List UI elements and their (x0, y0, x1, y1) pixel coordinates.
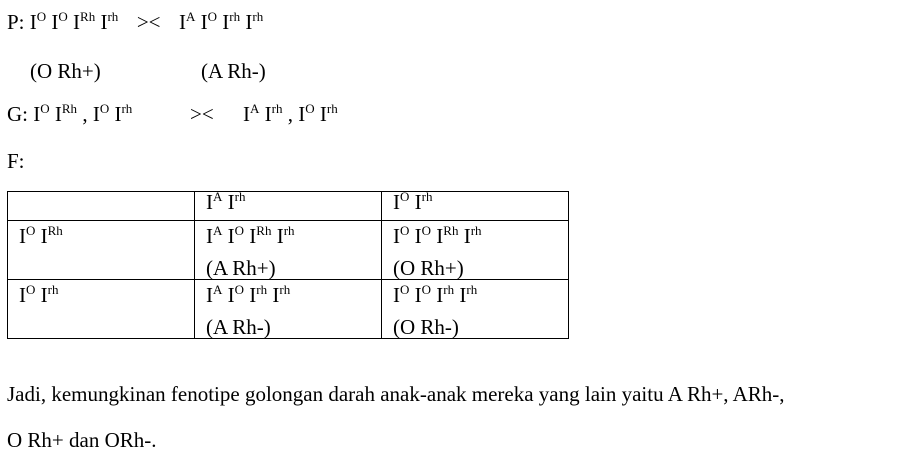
allele-superscript: Rh (443, 223, 459, 238)
parents-prefix: P: (7, 10, 25, 34)
allele-base: I (245, 10, 253, 34)
allele-base: I (276, 224, 284, 248)
allele-superscript: rh (326, 101, 338, 116)
table-row (8, 280, 569, 339)
allele-base: I (222, 10, 230, 34)
allele-superscript: rh (252, 9, 264, 24)
conclusion-line-2: O Rh+ dan ORh-. (7, 428, 157, 452)
allele-superscript: Rh (61, 101, 78, 116)
offspring-cell-1-1 (195, 221, 382, 280)
offspring-label: F: (7, 149, 25, 173)
allele-superscript: rh (466, 282, 478, 297)
female-phenotype: (O Rh+) (30, 59, 101, 83)
allele-superscript: A (250, 101, 260, 116)
offspring-genotype (393, 223, 568, 248)
allele-base: I (54, 102, 62, 126)
table-header-row (8, 192, 569, 221)
allele-base: I (436, 283, 444, 307)
allele-superscript: rh (470, 223, 482, 238)
allele-superscript: O (234, 282, 245, 297)
gamete (33, 102, 77, 126)
row-header-2 (8, 280, 195, 339)
offspring-phenotype: (A Rh+) (206, 256, 276, 280)
allele-base: I (414, 224, 422, 248)
allele-base: I (249, 283, 257, 307)
allele-superscript: Rh (80, 9, 96, 24)
allele-superscript: rh (443, 282, 455, 297)
allele-base: I (227, 190, 235, 214)
male-gametes (243, 102, 338, 126)
allele-superscript: rh (107, 9, 119, 24)
allele-superscript: rh (234, 189, 246, 204)
allele-base: I (243, 102, 250, 126)
allele-superscript: O (58, 9, 68, 24)
allele-base: I (200, 10, 208, 34)
allele-base: I (298, 102, 306, 126)
allele-base: I (92, 102, 100, 126)
allele-superscript: O (421, 282, 432, 297)
offspring-cell-2-1 (195, 280, 382, 339)
allele-base: I (100, 10, 108, 34)
allele-base: I (436, 224, 444, 248)
gamete (298, 102, 337, 126)
allele-base: I (393, 224, 400, 248)
allele-superscript: A (186, 9, 196, 24)
col-header-1 (195, 189, 382, 221)
offspring-genotype (206, 223, 381, 248)
allele-base: I (19, 283, 26, 307)
male-phenotype-wrap (201, 61, 266, 82)
gamete-separator: , (287, 102, 293, 126)
allele-superscript: rh (47, 282, 59, 297)
gametes-prefix: G: (7, 102, 28, 126)
allele-base: I (29, 10, 37, 34)
parents-phenotype-line (30, 61, 101, 82)
allele-base: I (51, 10, 59, 34)
male-gametes-wrap (243, 101, 338, 126)
allele-base: I (319, 102, 327, 126)
allele-superscript: O (40, 101, 50, 116)
allele-base: I (459, 283, 467, 307)
allele-superscript: Rh (47, 223, 63, 238)
allele-superscript: rh (271, 101, 283, 116)
allele-superscript: rh (229, 9, 241, 24)
allele-superscript: O (400, 282, 410, 297)
allele-superscript: O (207, 9, 218, 24)
allele-base: I (414, 190, 422, 214)
allele-base: I (40, 283, 48, 307)
offspring-phenotype: (A Rh-) (206, 315, 271, 339)
gamete-separator: , (82, 102, 88, 126)
allele-superscript: O (26, 223, 36, 238)
allele-base: I (227, 283, 235, 307)
offspring-genotype (206, 282, 381, 307)
col-header-2 (382, 189, 569, 221)
conclusion-line-1: Jadi, kemungkinan fenotipe golongan darah anak-anak mereka yang lain yaitu A Rh+, ARh-, (7, 382, 785, 406)
allele-base: I (393, 190, 400, 214)
allele-base: I (393, 283, 400, 307)
allele-base: I (249, 224, 257, 248)
allele-superscript: rh (283, 223, 295, 238)
allele-superscript: O (400, 189, 410, 204)
parent-female-genotype (30, 10, 119, 34)
cross-symbol: >< (136, 10, 161, 34)
allele-superscript: A (213, 189, 223, 204)
punnett-square (7, 191, 569, 339)
corner-cell (8, 192, 195, 221)
gamete (93, 102, 132, 126)
allele-superscript: rh (121, 101, 133, 116)
row-header-1 (8, 221, 195, 280)
allele-superscript: O (305, 101, 315, 116)
female-gametes (33, 102, 132, 126)
allele-base: I (33, 102, 41, 126)
parent-male-genotype (179, 10, 263, 34)
gamete (243, 102, 282, 126)
allele-base: I (206, 224, 213, 248)
allele-base: I (19, 224, 26, 248)
allele-base: I (206, 283, 213, 307)
allele-superscript: O (234, 223, 245, 238)
offspring-cell-2-2 (382, 280, 569, 339)
offspring-phenotype: (O Rh+) (393, 256, 464, 280)
allele-superscript: O (421, 223, 432, 238)
allele-base: I (206, 190, 213, 214)
allele-base: I (463, 224, 471, 248)
allele-base: I (40, 224, 48, 248)
allele-base: I (73, 10, 81, 34)
allele-base: I (114, 102, 122, 126)
offspring-phenotype: (O Rh-) (393, 315, 459, 339)
offspring-genotype (393, 282, 568, 307)
offspring-cell-1-2 (382, 221, 569, 280)
allele-superscript: O (99, 101, 110, 116)
parents-line (7, 9, 264, 34)
allele-superscript: O (36, 9, 47, 24)
allele-base: I (264, 102, 272, 126)
allele-superscript: rh (421, 189, 433, 204)
allele-superscript: O (400, 223, 410, 238)
allele-base: I (272, 283, 280, 307)
male-phenotype: (A Rh-) (201, 59, 266, 83)
allele-superscript: Rh (256, 223, 272, 238)
gametes-cross-symbol: >< (190, 102, 214, 126)
allele-base: I (414, 283, 422, 307)
allele-superscript: A (213, 282, 223, 297)
table-row (8, 221, 569, 280)
allele-base: I (179, 10, 186, 34)
allele-superscript: A (213, 223, 223, 238)
allele-superscript: rh (279, 282, 291, 297)
gametes-cross-wrap (190, 104, 214, 125)
gametes-line (7, 101, 133, 126)
allele-superscript: O (26, 282, 36, 297)
allele-base: I (227, 224, 235, 248)
allele-superscript: rh (256, 282, 268, 297)
